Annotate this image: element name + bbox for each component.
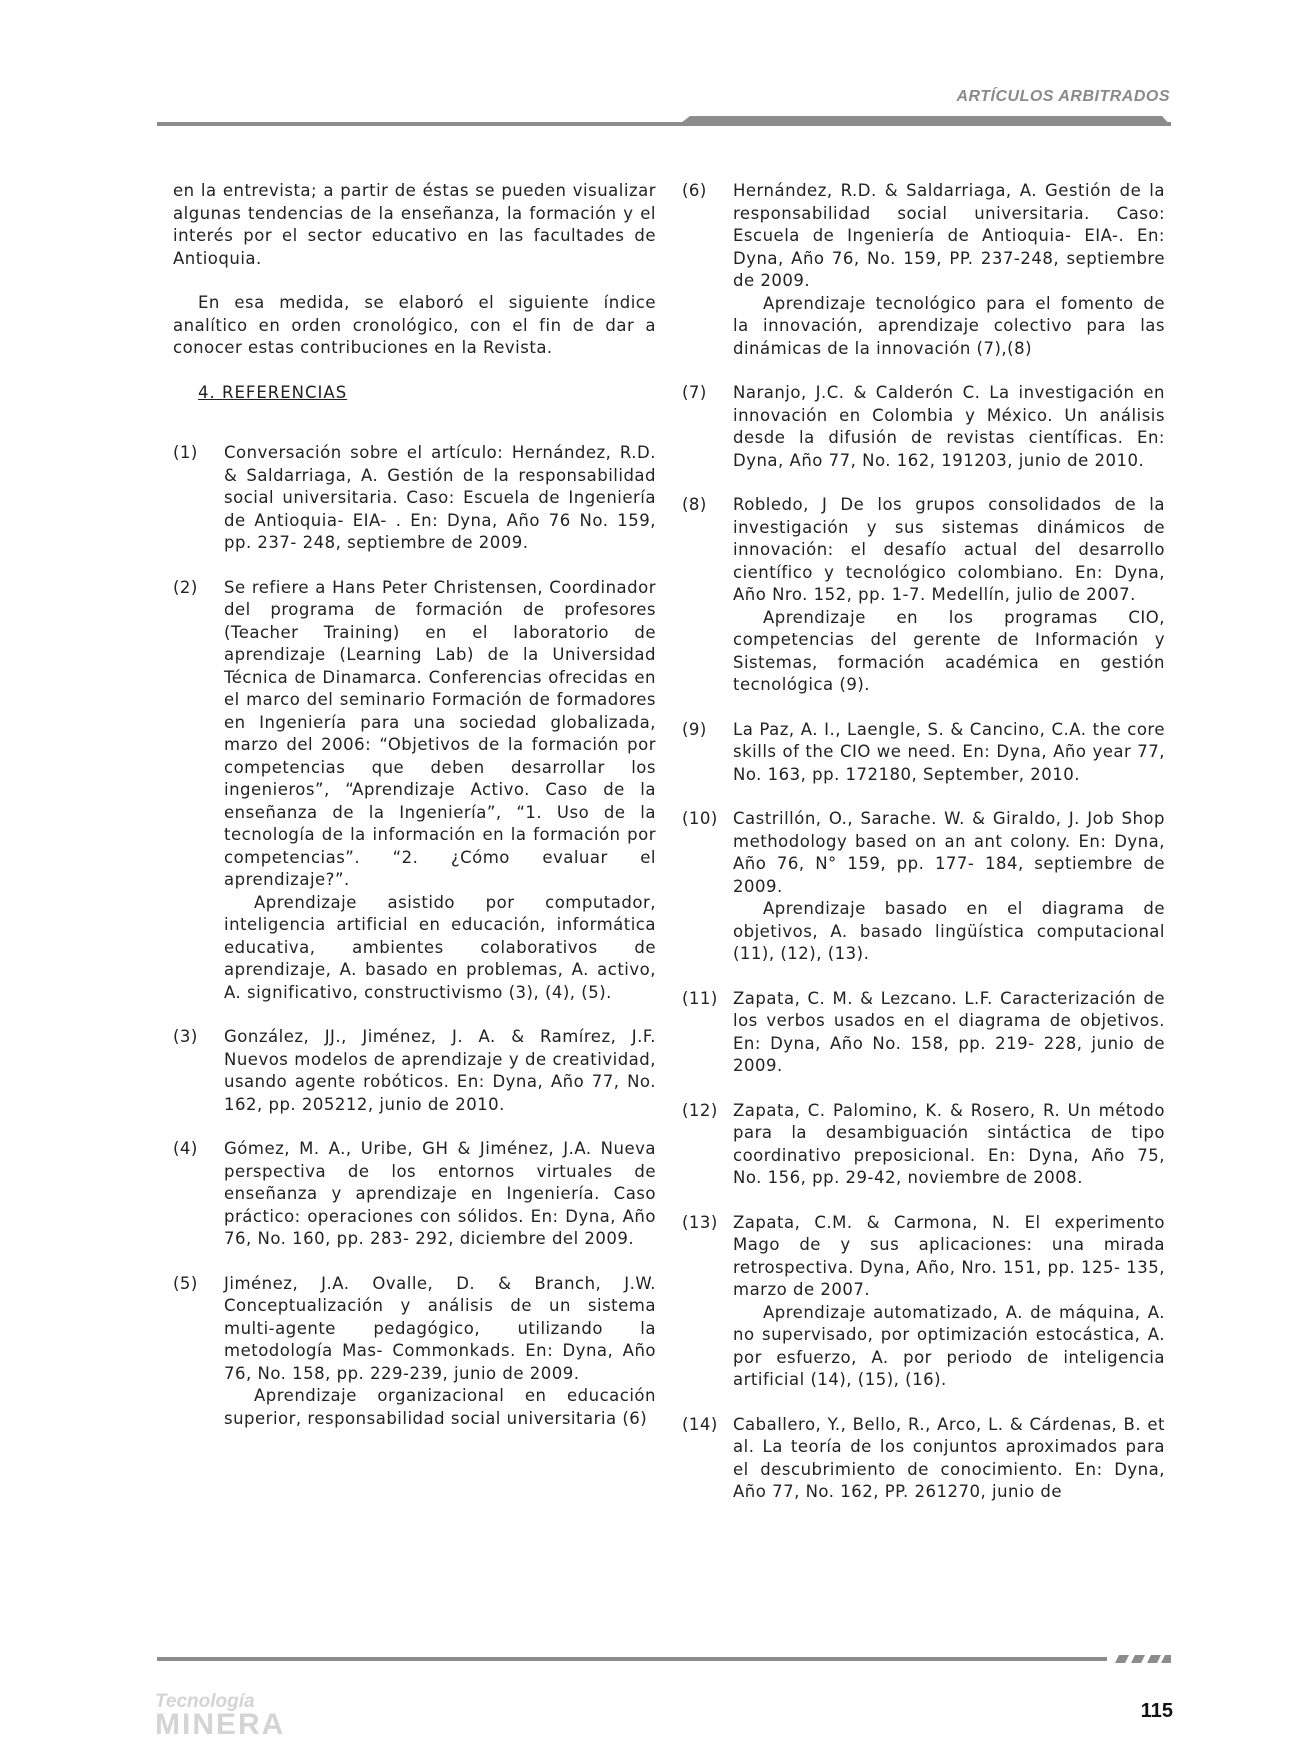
paragraph: en la entrevista; a partir de éstas se pueden visualizar algunas tendencias de la enseñanza, la formación y el interés por el sector educativo en las facultades de Antioquia.	[173, 181, 656, 268]
reference-number: (7)	[682, 383, 707, 402]
reference-item	[682, 988, 1165, 1078]
reference-item	[173, 442, 656, 555]
reference-number: (2)	[173, 577, 198, 597]
reference-list	[173, 442, 656, 1430]
publication-logo	[155, 1691, 325, 1741]
paragraph: En esa medida, se elaboró el siguiente índice analítico en orden cronológico, con el fin de dar a conocer estas contribuciones en la Revista.	[173, 293, 656, 357]
reference-item	[682, 180, 1165, 360]
reference-keywords: Aprendizaje basado en el diagrama de objetivos, A. basado lingüística computacional (11), (12), (13).	[733, 899, 1165, 963]
reference-keywords: Aprendizaje tecnológico para el fomento de la innovación, aprendizaje colectivo para las dinámicas de la innovación (7),(8)	[733, 293, 1165, 358]
reference-item	[173, 1026, 656, 1116]
reference-number: (10)	[682, 809, 718, 828]
reference-list	[682, 180, 1165, 1504]
reference-text: Jiménez, J.A. Ovalle, D. & Branch, J.W. Conceptualización y análisis de un sistema multi-agente pedagógico, utilizando la metodología Mas- Commonkads. En: Dyna, Año 76, No. 158, pp. 229-239, junio de 2009.	[224, 1273, 656, 1383]
section-title: ARTÍCULOS ARBITRADOS	[956, 88, 1170, 105]
logo-line-1: Tecnología	[155, 1691, 255, 1712]
reference-number: (9)	[682, 719, 707, 739]
reference-text: Conversación sobre el artículo: Hernández, R.D. & Saldarriaga, A. Gestión de la responsabilidad social universitaria. Caso: Escuela de Ingeniería de Antioquia- EIA- . En: Dyna, Año 76 No. 159, pp. 237- 248, septiembre de 2009.	[224, 443, 656, 552]
reference-item	[682, 494, 1165, 697]
header-rule	[157, 116, 1171, 126]
reference-item	[682, 1212, 1165, 1392]
reference-number: (14)	[682, 1414, 718, 1434]
reference-number: (5)	[173, 1273, 198, 1293]
reference-keywords: Aprendizaje automatizado, A. de máquina, A. no supervisado, por optimización estocástica, A. por esfuerzo, A. por periodo de inteligencia artificial (14), (15), (16).	[733, 1302, 1165, 1389]
page-number: 115	[1140, 1700, 1173, 1722]
reference-number: (6)	[682, 181, 707, 200]
reference-number: (3)	[173, 1027, 198, 1046]
reference-item	[173, 1273, 656, 1431]
reference-item	[682, 382, 1165, 472]
reference-text: Robledo, J De los grupos consolidados de la investigación y sus sistemas dinámicos de innovación: el desafío actual del desarrollo científico y tecnológico colombiano. En: Dyna, Año Nro. 152, pp. 1-7. Medellín, julio de 2007.	[733, 495, 1165, 604]
reference-item	[682, 1100, 1165, 1190]
reference-item	[682, 808, 1165, 966]
reference-text: Caballero, Y., Bello, R., Arco, L. & Cárdenas, B. et al. La teoría de los conjuntos aproximados para el descubrimiento de conocimiento. En: Dyna, Año 77, No. 162, PP. 261270, junio de	[733, 1414, 1165, 1501]
reference-item	[682, 1414, 1165, 1504]
reference-text: Se refiere a Hans Peter Christensen, Coordinador del programa de formación de profesores (Teacher Training) en el laboratorio de aprendizaje (Learning Lab) de la Universidad Técnica de Dinamarca. Conferencias ofrecidas en el marco del seminario Formación de formadores en Ingeniería para una sociedad globalizada, marzo del 2006: “Objetivos de la formación por competencias que deben desarrollar los ingenieros”, “Aprendizaje Activo. Caso de la enseñanza de la Ingeniería”, “1. Uso de la tecnología de la información en la formación por competencias”. “2. ¿Cómo evaluar el aprendizaje?”.	[224, 577, 656, 889]
reference-keywords: Aprendizaje en los programas CIO, competencias del gerente de Información y Sistemas, formación académica en gestión tecnológica (9).	[733, 607, 1165, 694]
left-column	[173, 180, 656, 1452]
section-heading: 4. REFERENCIAS	[198, 382, 348, 402]
reference-text: Zapata, C. M. & Lezcano. L.F. Caracterización de los verbos usados en el diagrama de objetivos. En: Dyna, Año No. 158, pp. 219- 228, junio de 2009.	[733, 988, 1165, 1075]
reference-text: Zapata, C. Palomino, K. & Rosero, R. Un método para la desambiguación sintáctica de tipo coordinativo preposicional. En: Dyna, Año 75, No. 156, pp. 29-42, noviembre de 2008.	[733, 1100, 1165, 1187]
reference-text: Castrillón, O., Sarache. W. & Giraldo, J. Job Shop methodology based on an ant colony. En: Dyna, Año 76, N° 159, pp. 177- 184, septiembre de 2009.	[733, 809, 1165, 896]
reference-number: (4)	[173, 1139, 198, 1158]
reference-item	[173, 577, 656, 1005]
reference-number: (11)	[682, 988, 718, 1008]
logo-line-2: MINERA	[155, 1708, 286, 1741]
reference-item	[682, 719, 1165, 787]
reference-text: Gómez, M. A., Uribe, GH & Jiménez, J.A. Nueva perspectiva de los entornos virtuales de enseñanza y aprendizaje en Ingeniería. Caso práctico: operaciones con sólidos. En: Dyna, Año 76, No. 160, pp. 283- 292, diciembre del 2009.	[224, 1139, 656, 1248]
reference-text: Naranjo, J.C. & Calderón C. La investigación en innovación en Colombia y México. Un análisis desde la difusión de revistas científicas. En: Dyna, Año 77, No. 162, 191203, junio de 2010.	[733, 383, 1165, 470]
reference-text: Zapata, C.M. & Carmona, N. El experimento Mago de y sus aplicaciones: una mirada retrospectiva. Dyna, Año, Nro. 151, pp. 125- 135, marzo de 2007.	[733, 1212, 1165, 1299]
right-column	[682, 180, 1165, 1526]
reference-keywords: Aprendizaje asistido por computador, inteligencia artificial en educación, informática educativa, ambientes colaborativos de aprendizaje, A. basado en problemas, A. activo, A. significativo, constructivismo (3), (4), (5).	[224, 892, 656, 1002]
reference-item	[173, 1138, 656, 1251]
reference-text: González, JJ., Jiménez, J. A. & Ramírez, J.F. Nuevos modelos de aprendizaje y de creatividad, usando agente robóticos. En: Dyna, Año 77, No. 162, pp. 205212, junio de 2010.	[224, 1027, 656, 1114]
reference-number: (12)	[682, 1100, 718, 1120]
footer-rule	[157, 1655, 1171, 1663]
reference-text: La Paz, A. I., Laengle, S. & Cancino, C.A. the core skills of the CIO we need. En: Dyna, Año year 77, No. 163, pp. 172180, September, 2010.	[733, 719, 1165, 784]
reference-text: Hernández, R.D. & Saldarriaga, A. Gestión de la responsabilidad social universitaria. Caso: Escuela de Ingeniería de Antioquia- EIA-. En: Dyna, Año 76, No. 159, PP. 237-248, septiembre de 2009.	[733, 181, 1165, 290]
reference-number: (1)	[173, 443, 198, 462]
reference-number: (8)	[682, 495, 707, 514]
reference-number: (13)	[682, 1212, 718, 1232]
reference-keywords: Aprendizaje organizacional en educación superior, responsabilidad social universitaria (6)	[224, 1386, 656, 1428]
